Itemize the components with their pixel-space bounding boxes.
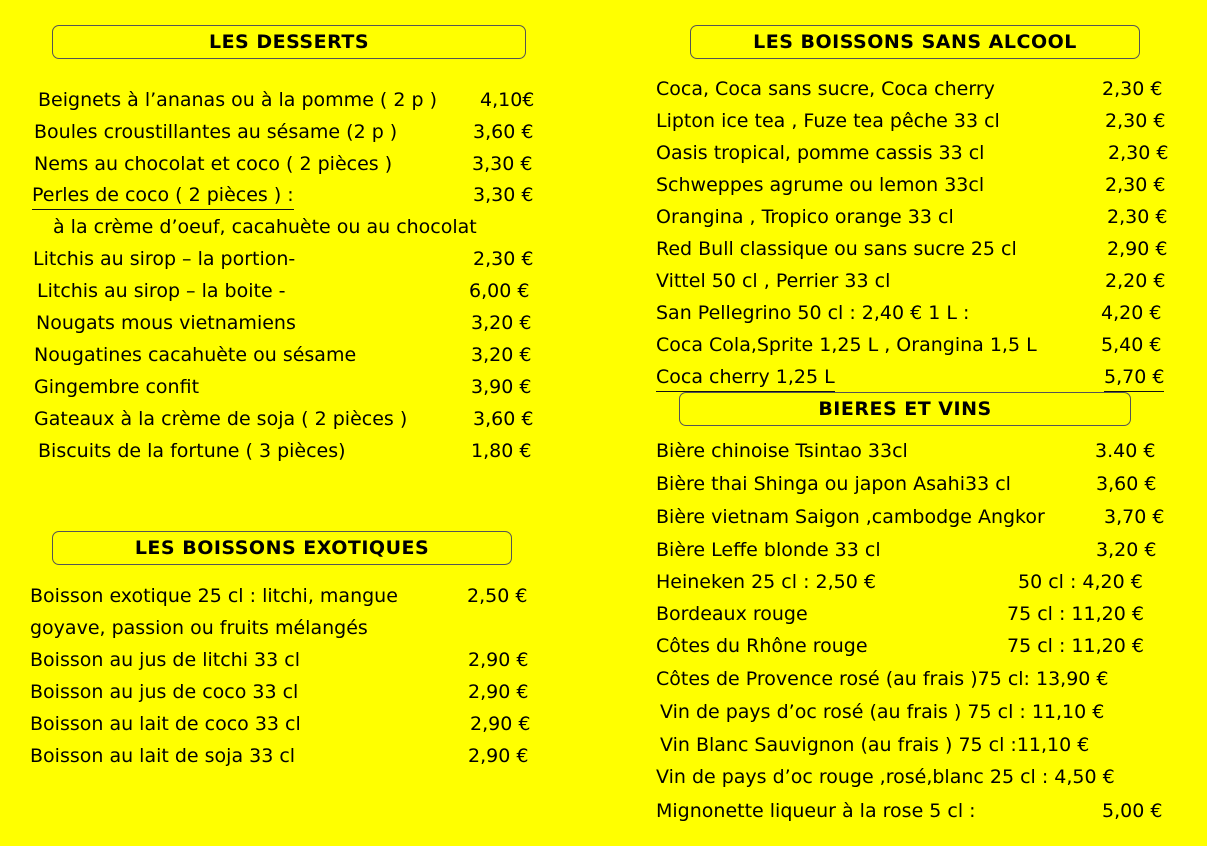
list-item bbox=[37, 277, 544, 305]
item-price: 2,90 € bbox=[468, 681, 529, 703]
item-name: Vin de pays d’oc rouge ,rosé,blanc 25 cl : 4,50 € bbox=[656, 766, 1115, 788]
list-item bbox=[32, 181, 544, 209]
item-name: Gateaux à la crème de soja ( 2 pièces ) bbox=[34, 408, 408, 430]
item-name: Heineken 25 cl : 2,50 € bbox=[656, 571, 876, 593]
item-name: Beignets à l’ananas ou à la pomme ( 2 p ) bbox=[38, 89, 438, 111]
item-price: 3,60 € bbox=[473, 121, 534, 143]
list-item bbox=[53, 213, 533, 241]
list-item bbox=[34, 150, 544, 178]
list-item bbox=[36, 309, 544, 337]
item-name: Gingembre confit bbox=[34, 376, 200, 398]
list-item bbox=[660, 698, 1176, 726]
item-price: 3,20 € bbox=[471, 344, 532, 366]
item-price: 3,20 € bbox=[1096, 539, 1157, 561]
item-price: 3,60 € bbox=[473, 408, 534, 430]
item-name: Red Bull classique ou sans sucre 25 cl bbox=[656, 238, 1017, 260]
list-item bbox=[34, 341, 544, 369]
item-name: Vittel 50 cl , Perrier 33 cl bbox=[656, 270, 891, 292]
item-price: 3,60 € bbox=[1096, 473, 1157, 495]
item-name: Biscuits de la fortune ( 3 pièces) bbox=[38, 440, 346, 462]
item-name: Boisson au jus de coco 33 cl bbox=[30, 681, 299, 703]
item-name: Boules croustillantes au sésame (2 p ) bbox=[34, 121, 398, 143]
list-item bbox=[656, 632, 1176, 660]
list-item bbox=[38, 437, 544, 465]
item-price: 5,00 € bbox=[1102, 800, 1163, 822]
item-name: Litchis au sirop – la portion- bbox=[33, 248, 296, 270]
list-item bbox=[656, 107, 1180, 135]
item-name: Oasis tropical, pomme cassis 33 cl bbox=[656, 142, 985, 164]
item-name: Perles de coco ( 2 pièces ) : bbox=[32, 181, 294, 210]
list-item bbox=[30, 678, 545, 706]
item-price: 6,00 € bbox=[469, 280, 530, 302]
list-item bbox=[656, 600, 1176, 628]
exotic-heading bbox=[52, 531, 512, 565]
item-price: 75 cl : 11,20 € bbox=[1007, 603, 1144, 625]
item-name: Coca, Coca sans sucre, Coca cherry bbox=[656, 78, 995, 100]
item-price: 5,70 € bbox=[1104, 363, 1164, 392]
item-price: 50 cl : 4,20 € bbox=[1018, 571, 1143, 593]
item-price: 4,10€ bbox=[480, 89, 535, 111]
list-item bbox=[656, 665, 1176, 693]
item-name: Coca Cola,Sprite 1,25 L , Orangina 1,5 L bbox=[656, 334, 1037, 356]
item-price: 3.40 € bbox=[1095, 440, 1156, 462]
item-name: Nougatines cacahuète ou sésame bbox=[34, 344, 357, 366]
item-name: Boisson au jus de litchi 33 cl bbox=[30, 649, 300, 671]
item-price: 3,90 € bbox=[471, 376, 532, 398]
item-name: à la crème d’oeuf, cacahuète ou au chocolat bbox=[53, 216, 477, 238]
list-item bbox=[38, 86, 544, 114]
list-item bbox=[30, 614, 450, 642]
item-price: 3,20 € bbox=[471, 312, 532, 334]
item-name: San Pellegrino 50 cl : 2,40 € 1 L : bbox=[656, 302, 970, 324]
item-name: Bordeaux rouge bbox=[656, 603, 808, 625]
item-name: Bière vietnam Saigon ,cambodge Angkor bbox=[656, 506, 1045, 528]
item-price: 2,20 € bbox=[1105, 270, 1166, 292]
list-item bbox=[30, 646, 545, 674]
list-item bbox=[656, 797, 1176, 825]
item-name: Boisson au lait de soja 33 cl bbox=[30, 745, 296, 767]
item-name: goyave, passion ou fruits mélangés bbox=[30, 617, 368, 639]
list-item bbox=[660, 731, 1176, 759]
exotic-title: LES BOISSONS EXOTIQUES bbox=[134, 537, 430, 559]
item-name: Litchis au sirop – la boite - bbox=[37, 280, 286, 302]
item-name: Coca cherry 1,25 L bbox=[656, 363, 835, 392]
item-name: Vin de pays d’oc rosé (au frais ) 75 cl : 11,10 € bbox=[660, 701, 1105, 723]
item-price: 2,90 € bbox=[468, 649, 529, 671]
beers-wines-title: BIERES ET VINS bbox=[818, 398, 992, 420]
item-price: 5,40 € bbox=[1101, 334, 1162, 356]
item-name: Mignonette liqueur à la rose 5 cl : bbox=[656, 800, 976, 822]
item-name: Côtes du Rhône rouge bbox=[656, 635, 868, 657]
item-name: Boisson au lait de coco 33 cl bbox=[30, 713, 301, 735]
list-item bbox=[656, 171, 1180, 199]
list-item bbox=[656, 235, 1180, 263]
list-item bbox=[656, 299, 1180, 327]
item-price: 4,20 € bbox=[1101, 302, 1162, 324]
item-price: 2,90 € bbox=[1107, 238, 1168, 260]
item-price: 2,90 € bbox=[468, 745, 529, 767]
item-name: Bière thai Shinga ou japon Asahi33 cl bbox=[656, 473, 1011, 495]
item-price: 2,90 € bbox=[470, 713, 531, 735]
list-item bbox=[30, 582, 545, 610]
list-item bbox=[30, 742, 545, 770]
item-name: Schweppes agrume ou lemon 33cl bbox=[656, 174, 985, 196]
list-item bbox=[656, 75, 1180, 103]
item-price: 2,30 € bbox=[473, 248, 534, 270]
item-price: 75 cl : 11,20 € bbox=[1007, 635, 1144, 657]
item-name: Bière chinoise Tsintao 33cl bbox=[656, 440, 908, 462]
list-item bbox=[656, 470, 1176, 498]
list-item bbox=[34, 405, 544, 433]
list-item bbox=[34, 118, 544, 146]
list-item bbox=[656, 503, 1176, 531]
list-item bbox=[656, 203, 1180, 231]
list-item bbox=[656, 267, 1180, 295]
list-item bbox=[656, 363, 1180, 391]
item-price: 2,30 € bbox=[1107, 206, 1168, 228]
item-name: Vin Blanc Sauvignon (au frais ) 75 cl :11,10 € bbox=[660, 734, 1090, 756]
desserts-heading bbox=[52, 25, 526, 59]
list-item bbox=[656, 331, 1180, 359]
item-price: 2,30 € bbox=[1105, 110, 1166, 132]
list-item bbox=[656, 763, 1176, 791]
item-name: Orangina , Tropico orange 33 cl bbox=[656, 206, 954, 228]
list-item bbox=[656, 568, 1176, 596]
beers-wines-heading bbox=[679, 392, 1131, 426]
soft-drinks-heading bbox=[690, 25, 1140, 59]
list-item bbox=[34, 373, 544, 401]
item-name: Bière Leffe blonde 33 cl bbox=[656, 539, 881, 561]
soft-drinks-title: LES BOISSONS SANS ALCOOL bbox=[753, 31, 1077, 53]
item-price: 1,80 € bbox=[471, 440, 532, 462]
item-price: 2,30 € bbox=[1108, 142, 1169, 164]
item-name: Nougats mous vietnamiens bbox=[36, 312, 296, 334]
item-price: 3,70 € bbox=[1104, 506, 1165, 528]
item-name: Côtes de Provence rosé (au frais )75 cl: 13,90 € bbox=[656, 668, 1109, 690]
item-name: Lipton ice tea , Fuze tea pêche 33 cl bbox=[656, 110, 1000, 132]
item-price: 2,30 € bbox=[1102, 78, 1163, 100]
item-price: 2,50 € bbox=[467, 585, 528, 607]
list-item bbox=[656, 139, 1182, 167]
list-item bbox=[656, 437, 1176, 465]
desserts-title: LES DESSERTS bbox=[208, 31, 370, 53]
list-item bbox=[33, 245, 544, 273]
item-price: 3,30 € bbox=[472, 153, 533, 175]
item-name: Boisson exotique 25 cl : litchi, mangue bbox=[30, 585, 398, 607]
item-price: 2,30 € bbox=[1105, 174, 1166, 196]
item-price: 3,30 € bbox=[473, 184, 534, 206]
list-item bbox=[30, 710, 545, 738]
list-item bbox=[656, 536, 1176, 564]
item-name: Nems au chocolat et coco ( 2 pièces ) bbox=[34, 153, 393, 175]
